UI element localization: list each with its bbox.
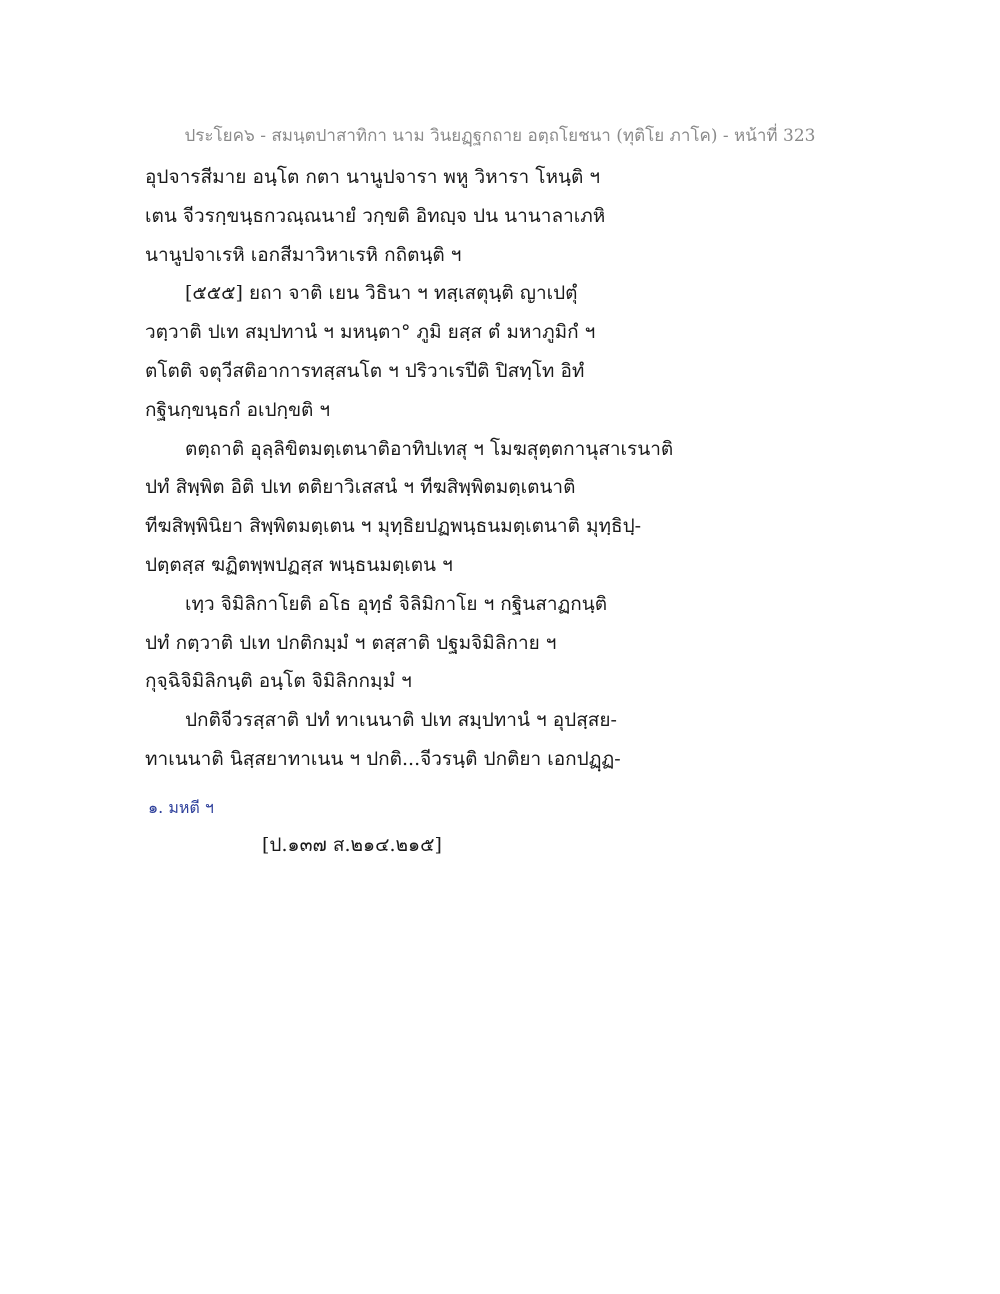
text-line: อุปจารสีมาย อนฺโต กตา นานูปจารา พหู วิหารา โหนฺติ ฯ [145, 166, 601, 188]
text-line: กฐินกฺขนฺธกํ อเปกฺขติ ฯ [145, 398, 331, 421]
text-line: ปตฺตสฺส ฆฏิตพฺพปฏสฺส พนฺธนมตฺเตน ฯ [145, 553, 453, 576]
text-line: ทาเนนาติ นิสฺสยาทาเนน ฯ ปกติ...จีวรนฺติ ปกติยา เอกปฏฺฏ- [145, 747, 621, 770]
text-line: ตโตติ จตุวีสติอาการทสฺสนโต ฯ ปริวาเรปีติ ปิสทฺโท อิทํ [145, 359, 585, 382]
text-line: ทีฆสิพฺพินิยา สิพฺพิตมตฺเตน ฯ มุทฺธิยปฏพนฺธนมตฺเตนาติ มุทฺธิปฺ- [145, 515, 642, 538]
paragraph-start-line: [๕๕๕] ยถา จาติ เยน วิธินา ฯ ทสฺเสตุนฺติ ญาเปตุํ [185, 282, 578, 305]
text-line: วตฺวาติ ปเท สมฺปทานํ ฯ มหนฺตา° ภูมิ ยสฺส ตํ มหาภูมิกํ ฯ [145, 321, 596, 344]
text-line: เตน จีวรกฺขนฺธกวณฺณนายํ วกฺขติ อิทญฺจ ปน นานาลาเภหิ [145, 204, 606, 227]
body-text [145, 158, 865, 779]
paragraph-start-line: ตตฺถาติ อุลฺลิขิตมตฺเตนาติอาทิปเทสุ ฯ โมฆสุตฺตกานุสาเรนาติ [185, 437, 674, 460]
text-line: กุจฺฉิจิมิลิกนฺติ อนฺโต จิมิลิกกมฺมํ ฯ [145, 670, 412, 693]
footnote: ๑. มหตี ฯ [148, 798, 214, 817]
paragraph-start-line: เทฺว จิมิลิกาโยติ อโธ อุทฺธํ จิลิมิกาโย ฯ กฐินสาฏกนฺติ [185, 592, 608, 615]
text-line: ปทํ สิพฺพิต อิติ ปเท ตติยาวิเสสนํ ฯ ทีฆสิพฺพิตมตฺเตนาติ [145, 476, 576, 499]
running-header: ประโยค๖ - สมนฺตปาสาทิกา นาม วินยฏฺฐกถาย อตฺถโยชนา (ทุติโย ภาโค) - หน้าที่ 323 [184, 126, 816, 146]
page-reference: [ป.๑๓๗ ส.๒๑๔.๒๑๕] [262, 834, 442, 856]
text-line: ปทํ กตฺวาติ ปเท ปกติกมฺมํ ฯ ตสฺสาติ ปฐมจิมิลิกาย ฯ [145, 631, 557, 654]
paragraph-start-line: ปกติจีวรสฺสาติ ปทํ ทาเนนาติ ปเท สมฺปทานํ ฯ อุปสฺสย- [185, 709, 617, 732]
text-line: นานูปจาเรหิ เอกสีมาวิหาเรหิ กถิตนฺติ ฯ [145, 243, 462, 266]
